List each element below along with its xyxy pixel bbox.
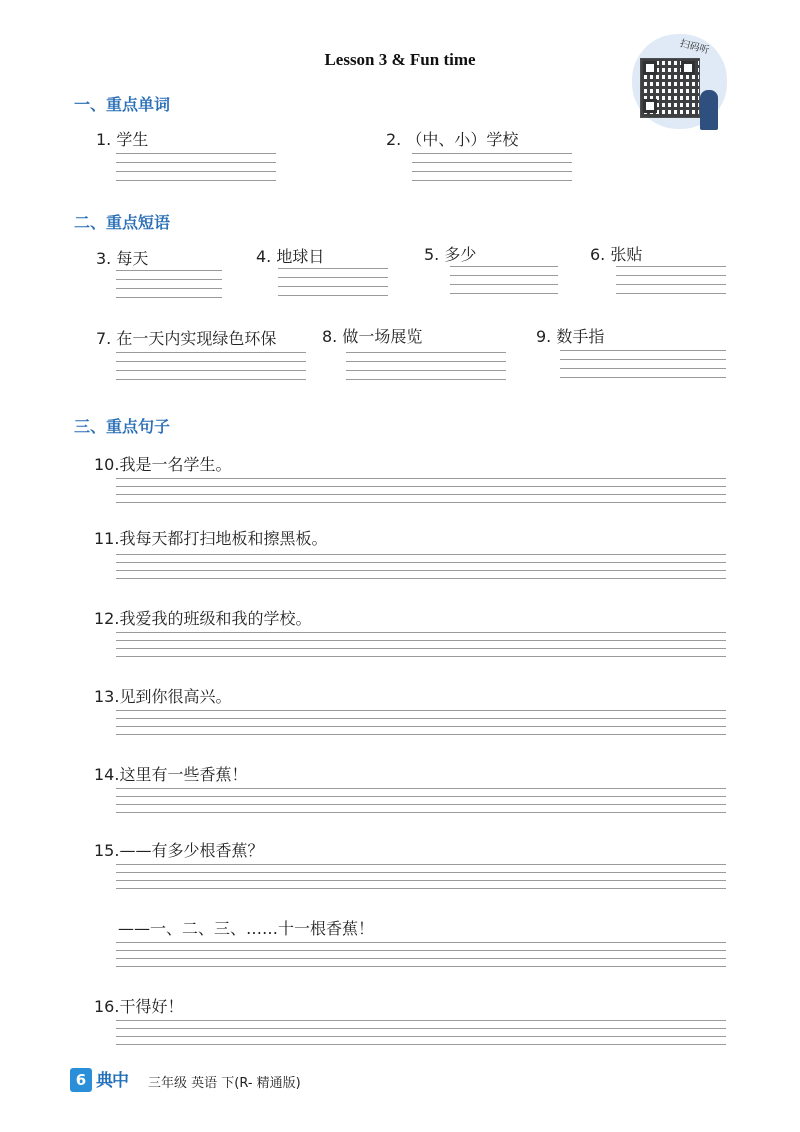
item-number: 16. [94,997,120,1016]
item-text: 每天 [116,249,149,268]
sentence-item-11 [94,526,327,549]
word-item-2 [386,127,518,150]
answer-lines-10[interactable] [116,478,726,510]
item-number: 2. [386,130,402,149]
item-number: 6. [590,245,606,264]
answer-lines-3[interactable] [116,270,222,306]
item-text: ——一、二、三、……十一根香蕉！ [118,919,375,938]
answer-lines-16[interactable] [116,1020,726,1052]
item-number: 9. [536,327,552,346]
sentence-item-10 [94,452,231,475]
item-text: （中、小）学校 [406,130,519,149]
answer-lines-4[interactable] [278,268,388,304]
publisher-logo: 典中 [96,1071,128,1091]
sentence-item-15b [118,916,374,939]
sentence-item-16 [94,994,183,1017]
item-number: 11. [94,529,120,548]
item-text: 见到你很高兴。 [119,687,232,706]
answer-lines-7[interactable] [116,352,306,388]
phrase-item-3 [96,246,148,269]
item-number: 15. [94,841,120,860]
answer-lines-2[interactable] [412,153,572,189]
answer-lines-8[interactable] [346,352,506,388]
word-item-1 [96,127,148,150]
page-title: Lesson 3 & Fun time [324,50,476,69]
cartoon-figure-icon [700,90,718,130]
item-number: 7. [96,329,112,348]
item-text: 我每天都打扫地板和擦黑板。 [119,529,328,548]
answer-lines-13[interactable] [116,710,726,742]
phrase-item-4 [256,244,324,267]
phrase-item-5 [424,242,476,265]
answer-lines-1[interactable] [116,153,276,189]
item-text: 做一场展览 [342,327,423,346]
item-text: 在一天内实现绿色环保 [116,329,277,348]
sentence-item-13 [94,684,231,707]
item-number: 5. [424,245,440,264]
qr-caption: 扫码听 [678,38,711,57]
section-heading-phrases: 二、重点短语 [74,213,171,232]
item-text: 张贴 [610,245,643,264]
item-text: 我是一名学生。 [119,455,232,474]
answer-lines-6[interactable] [616,266,726,302]
item-text: 干得好！ [119,997,184,1016]
answer-lines-15a[interactable] [116,864,726,896]
item-number: 1. [96,130,112,149]
answer-lines-11[interactable] [116,554,726,586]
item-number: 14. [94,765,120,784]
phrase-item-7 [96,326,276,349]
answer-lines-5[interactable] [450,266,558,302]
item-text: ——有多少根香蕉？ [119,841,264,860]
item-text: 地球日 [276,247,325,266]
item-text: 数手指 [556,327,605,346]
answer-lines-9[interactable] [560,350,726,386]
section-heading-sentences: 三、重点句子 [74,417,171,436]
item-text: 这里有一些香蕉！ [119,765,248,784]
item-number: 10. [94,455,120,474]
item-text: 多少 [444,245,477,264]
answer-lines-14[interactable] [116,788,726,820]
answer-lines-12[interactable] [116,632,726,664]
section-heading-words: 一、重点单词 [74,95,171,114]
item-text: 学生 [116,130,149,149]
item-number: 3. [96,249,112,268]
phrase-item-8 [322,324,422,347]
book-title: 三年级 英语 下(R- 精通版) [148,1076,301,1091]
phrase-item-6 [590,242,642,265]
item-number: 8. [322,327,338,346]
sentence-item-15a [94,838,263,861]
qr-code-icon[interactable] [640,58,700,118]
item-number: 13. [94,687,120,706]
sentence-item-14 [94,762,247,785]
answer-lines-15b[interactable] [116,942,726,974]
sentence-item-12 [94,606,311,629]
item-number: 4. [256,247,272,266]
phrase-item-9 [536,324,604,347]
item-text: 我爱我的班级和我的学校。 [119,609,312,628]
item-number: 12. [94,609,120,628]
page-number: 6 [70,1068,92,1092]
